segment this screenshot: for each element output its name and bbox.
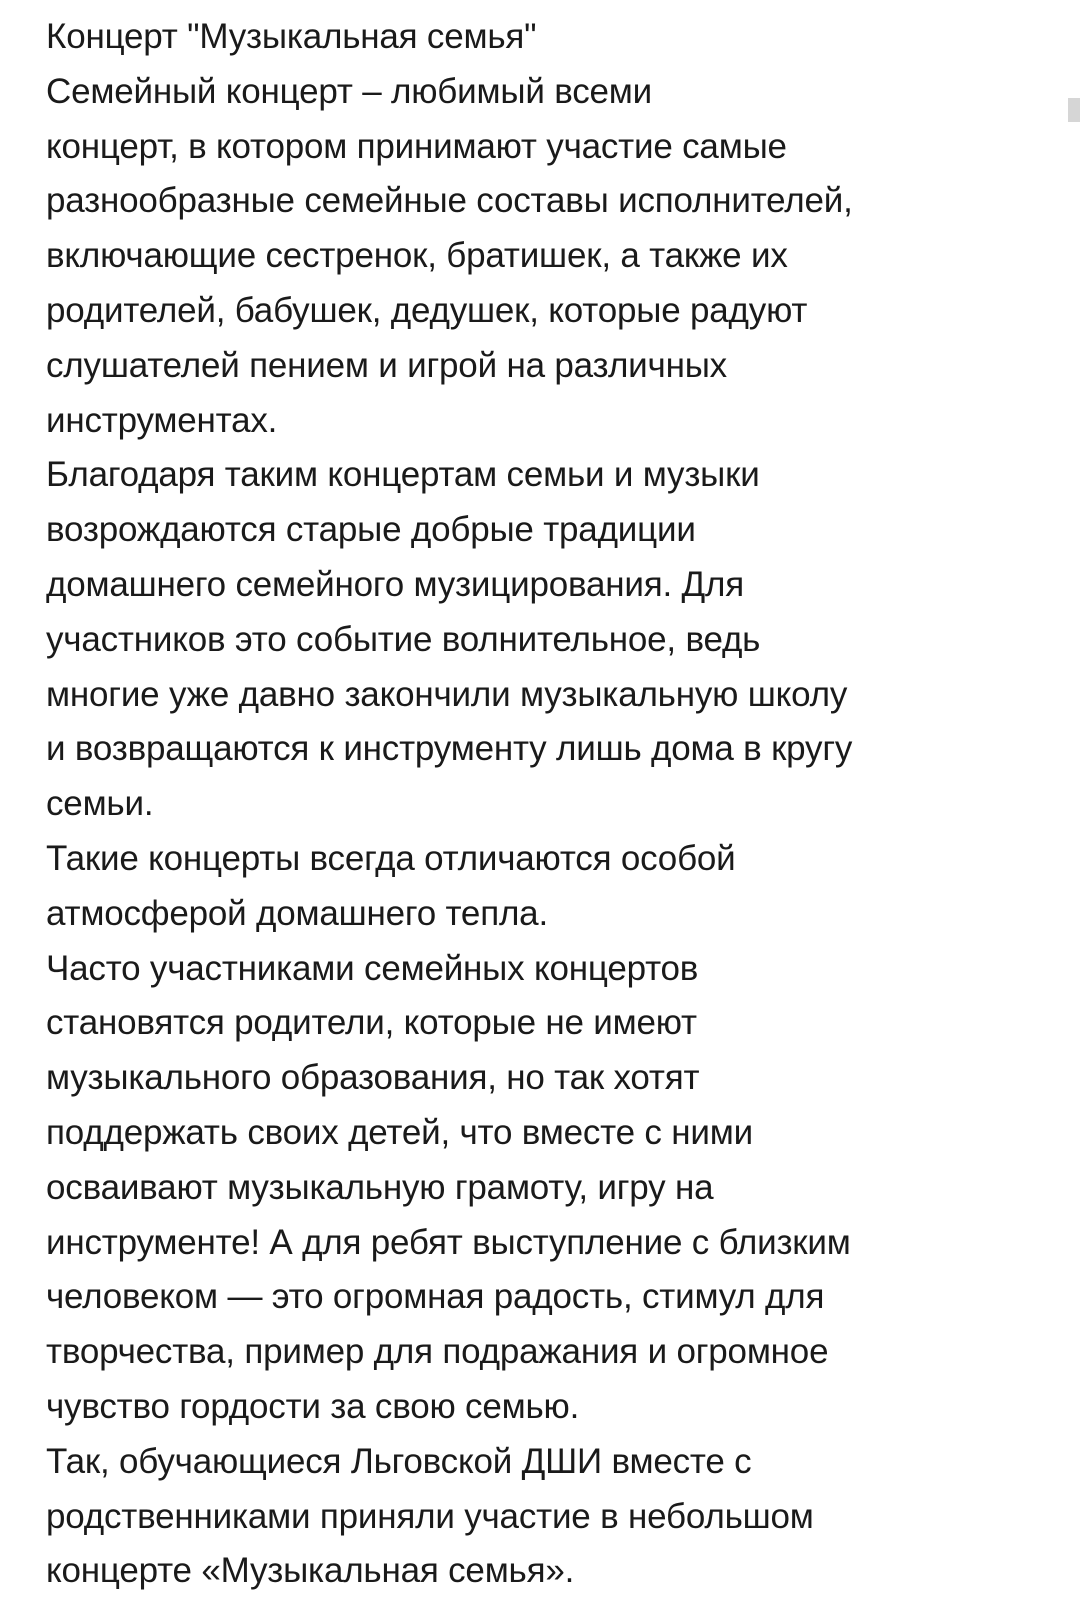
post-text-line: становятся родители, которые не имеют (46, 1003, 697, 1043)
post-text-line: атмосферой домашнего тепла. (46, 893, 548, 933)
post-text-line: концерте «Музыкальная семья». (46, 1551, 575, 1591)
post-text-line: родственниками приняли участие в небольшом (46, 1496, 814, 1536)
post-text-line: родителей, бабушек, дедушек, которые радуют (46, 290, 808, 330)
post-text (46, 10, 1046, 1599)
post-text-line: человеком — это огромная радость, стимул для (46, 1277, 825, 1317)
post-text-line: концерт, в котором принимают участие самые (46, 126, 787, 166)
post-text-line: поддержать своих детей, что вместе с ними (46, 1112, 753, 1152)
post-text-line: разнообразные семейные составы исполнителей, (46, 181, 853, 221)
post-text-line: Благодаря таким концертам семьи и музыки (46, 455, 760, 495)
post-text-line: Семейный концерт – любимый всеми (46, 71, 652, 111)
post-text-line: чувство гордости за свою семью. (46, 1386, 580, 1426)
post-text-line: домашнего семейного музицирования. Для (46, 564, 745, 604)
post-text-line: включающие сестренок, братишек, а также их (46, 236, 788, 276)
post-text-line: Так, обучающиеся Льговской ДШИ вместе с (46, 1441, 752, 1481)
post-text-line: семьи. (46, 784, 154, 824)
post-text-line: Часто участниками семейных концертов (46, 948, 699, 988)
post-text-line: творчества, пример для подражания и огромное (46, 1332, 829, 1372)
post-text-line: и возвращаются к инструменту лишь дома в кругу (46, 729, 853, 769)
post-text-line: слушателей пением и игрой на различных (46, 345, 727, 385)
post-text-line: инструментах. (46, 400, 278, 440)
post-title: Концерт "Музыкальная семья" (46, 17, 537, 56)
post-text-line: участников это событие волнительное, ведь (46, 619, 761, 659)
post-text-line: музыкального образования, но так хотят (46, 1058, 700, 1098)
post-text-line: инструменте! А для ребят выступление с близким (46, 1222, 851, 1262)
post-text-line: возрождаются старые добрые традиции (46, 510, 696, 550)
post-text-line: осваивают музыкальную грамоту, игру на (46, 1167, 714, 1207)
scrollbar-thumb[interactable] (1068, 98, 1080, 122)
post-text-line: многие уже давно закончили музыкальную школу (46, 674, 848, 714)
post-text-line: Такие концерты всегда отличаются особой (46, 838, 736, 878)
